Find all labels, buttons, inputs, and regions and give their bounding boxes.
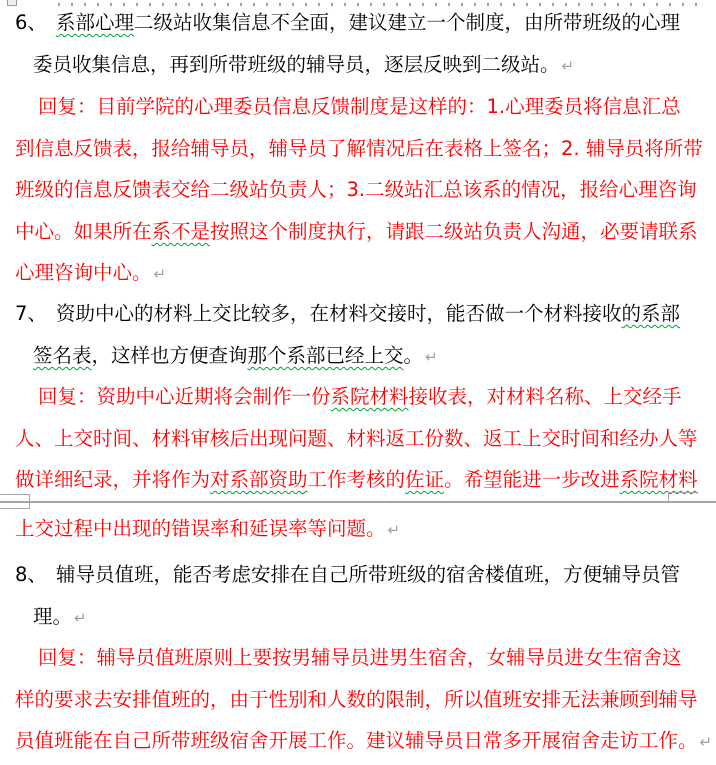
reply-line [15,467,698,493]
text-segment: 人、上交时间、材料审核后出现问题、材料返工份数、返工上交时间和经办人等 [15,427,698,450]
text-segment: 。希望能进一步改进 [444,468,620,491]
grammar-flagged-text: 系院材料 [619,468,698,491]
text-segment: 到信息反馈表，报给辅导员，辅导员了解情况后在表格上签名；2. 辅导员将所带 [15,137,703,160]
question-line [33,604,87,631]
grammar-flagged-text: 签名表 [33,344,92,367]
grammar-flagged-text: 系不是 [151,220,211,243]
page-boundary-line [0,501,716,503]
reply-line [15,136,703,162]
paragraph-mark-icon: ↵ [699,733,713,751]
page-boundary-right-bracket-icon [668,492,698,503]
question-line [15,301,680,327]
question-line [15,562,680,588]
text-segment: 样的要求去安排值班的，由于性别和人数的限制，所以值班安排无法兼顾到辅导 [15,688,698,711]
reply-line [15,177,697,203]
text-segment: 接收表，对材料名称、上交经手 [408,385,682,408]
list-number: 8、 [15,563,47,586]
reply-line [15,687,698,713]
reply-line [15,260,166,287]
question-line [33,343,438,370]
grammar-flagged-text: 的系部 [621,302,681,325]
text-segment: 回复：资助中心近期将会制作一份 [38,385,331,408]
text-segment: 理。 [33,605,73,628]
paragraph-mark-icon: ↵ [153,265,167,283]
reply-line [15,728,712,755]
text-segment: 心理咨询中心。 [15,261,152,284]
grammar-flagged-text: 那个系部已经上交 [247,344,404,367]
text-segment: 做详细纪录，并将作为 [15,468,211,491]
text-segment: 上交过程中出现的错误率和延误率等问题。 [15,517,386,540]
ruler-ticks [58,3,706,6]
text-segment: 二级站收集信息不全面，建议建立一个制度，由所带班级的心理 [134,11,681,34]
text-segment: 辅导员值班，能否考虑安排在自己所带班级的宿舍楼值班，方便辅导员管 [56,563,681,586]
text-segment: 回复：目前学院的心理委员信息反馈制度是这样的：1.心理委员将信息汇总 [38,95,681,118]
text-segment: 工作考核的 [307,468,406,491]
reply-line [15,426,698,452]
reply-line [15,516,400,543]
paragraph-mark-icon: ↵ [561,57,575,75]
list-number: 7、 [15,302,47,325]
text-segment: 。 [403,344,424,367]
text-segment: 回复：辅导员值班原则上要按男辅导员进男生宿舍，女辅导员进女生宿舍这 [38,646,682,669]
grammar-flagged-text: 系院材料 [330,385,409,408]
text-segment: 资助中心的材料上交比较多，在材料交接时，能否做一个材料接收 [56,302,622,325]
tab-selector-icon [7,0,17,6]
ruler-strip [0,0,716,7]
paragraph-mark-icon: ↵ [387,521,401,539]
reply-line [38,645,682,671]
grammar-flagged-text: 系部心理 [56,11,135,34]
reply-line [15,219,698,245]
reply-line [38,94,681,120]
text-segment: 中心。如果所在 [15,220,152,243]
text-segment: 按照这个制度执行，请跟二级站负责人沟通，必要请联系 [210,220,698,243]
grammar-flagged-text: 佐证 [405,468,445,491]
text-segment: ，这样也方便查询 [91,344,248,367]
list-number: 6、 [15,11,47,34]
page-boundary-left-bracket-icon [0,494,30,509]
reply-line [38,384,682,410]
paragraph-mark-icon: ↵ [74,609,87,627]
text-segment: 员值班能在自己所带班级宿舍开展工作。建议辅导员日常多开展宿舍走访工作。 [15,729,698,752]
paragraph-mark-icon: ↵ [425,348,438,366]
question-line [33,52,574,79]
text-segment: 班级的信息反馈表交给二级站负责人；3.二级站汇总该系的情况，报给心理咨询 [15,178,697,201]
question-line [15,10,680,36]
text-segment: 委员收集信息，再到所带班级的辅导员，逐层反映到二级站。 [33,53,560,76]
grammar-flagged-text: 对系部资助 [210,468,308,491]
